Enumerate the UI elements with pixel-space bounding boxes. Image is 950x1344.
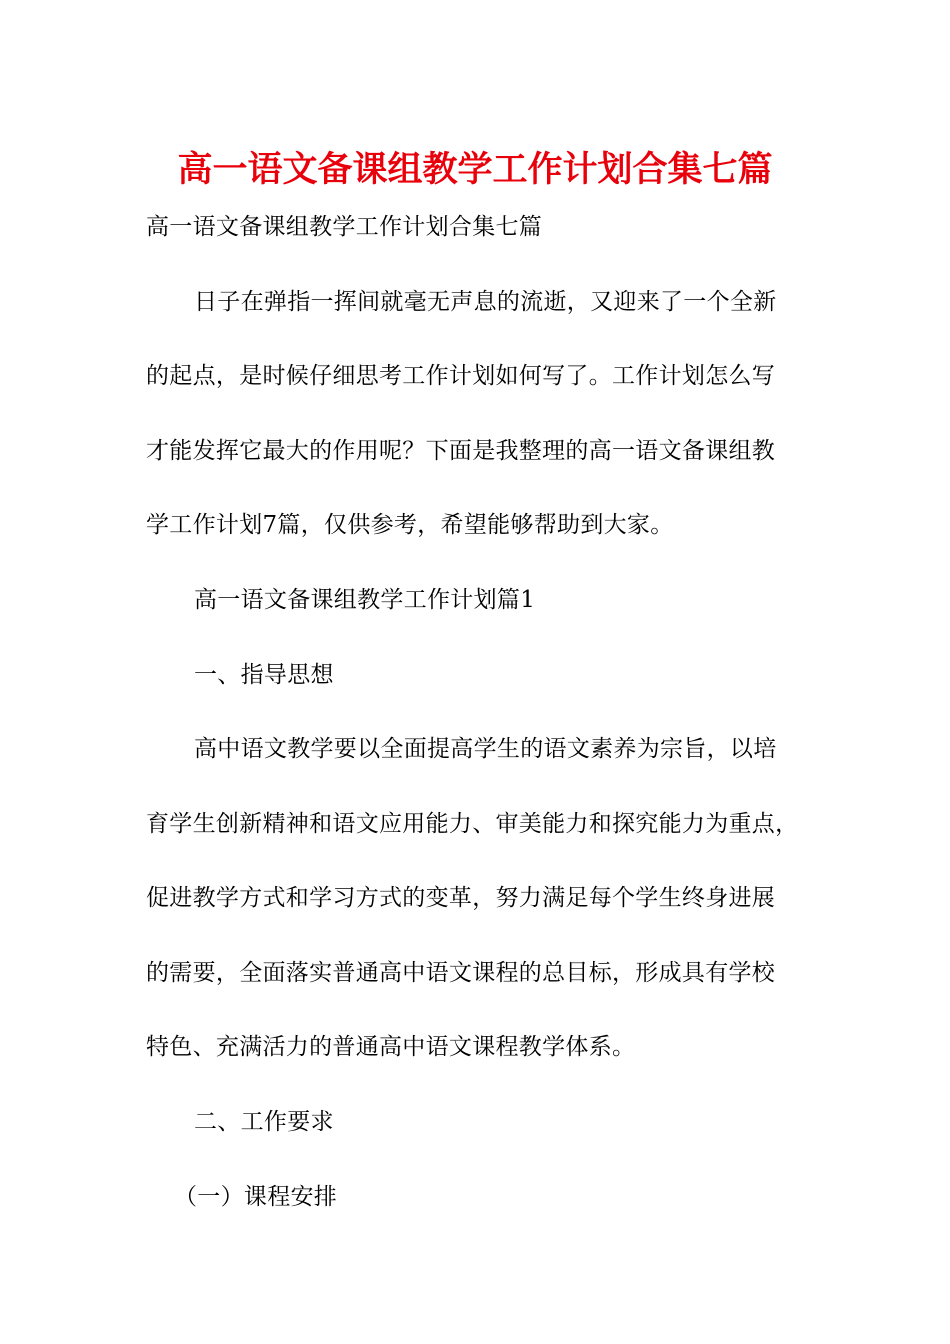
paragraph-line: 促进教学方式和学习方式的变革，努力满足每个学生终身进展 (146, 885, 776, 911)
document-title: 高一语文备课组教学工作计划合集七篇 (177, 150, 773, 190)
paragraph-line: 特色、充满活力的普通高中语文课程教学体系。 (146, 1034, 636, 1060)
paragraph-line: 育学生创新精神和语文应用能力、审美能力和探究能力为重点， (146, 811, 799, 837)
section-heading: 高一语文备课组教学工作计划篇1 (194, 587, 536, 613)
section-heading: 一、指导思想 (194, 662, 334, 688)
paragraph-line: 的起点，是时候仔细思考工作计划如何写了。工作计划怎么写 (146, 363, 776, 389)
paragraph-line: 高中语文教学要以全面提高学生的语文素养为宗旨，以培 (194, 736, 777, 762)
paragraph-line: 才能发挥它最大的作用呢？下面是我整理的高一语文备课组教 (146, 438, 776, 464)
paragraph-line: 学工作计划7篇，仅供参考，希望能够帮助到大家。 (146, 512, 674, 538)
section-heading: 二、工作要求 (194, 1109, 334, 1135)
paragraph-line: 的需要，全面落实普通高中语文课程的总目标，形成具有学校 (146, 960, 776, 986)
paragraph-line: 日子在弹指一挥间就毫无声息的流逝，又迎来了一个全新 (194, 289, 777, 315)
subtitle-line: 高一语文备课组教学工作计划合集七篇 (146, 214, 543, 240)
section-heading: （一）课程安排 (174, 1184, 338, 1210)
